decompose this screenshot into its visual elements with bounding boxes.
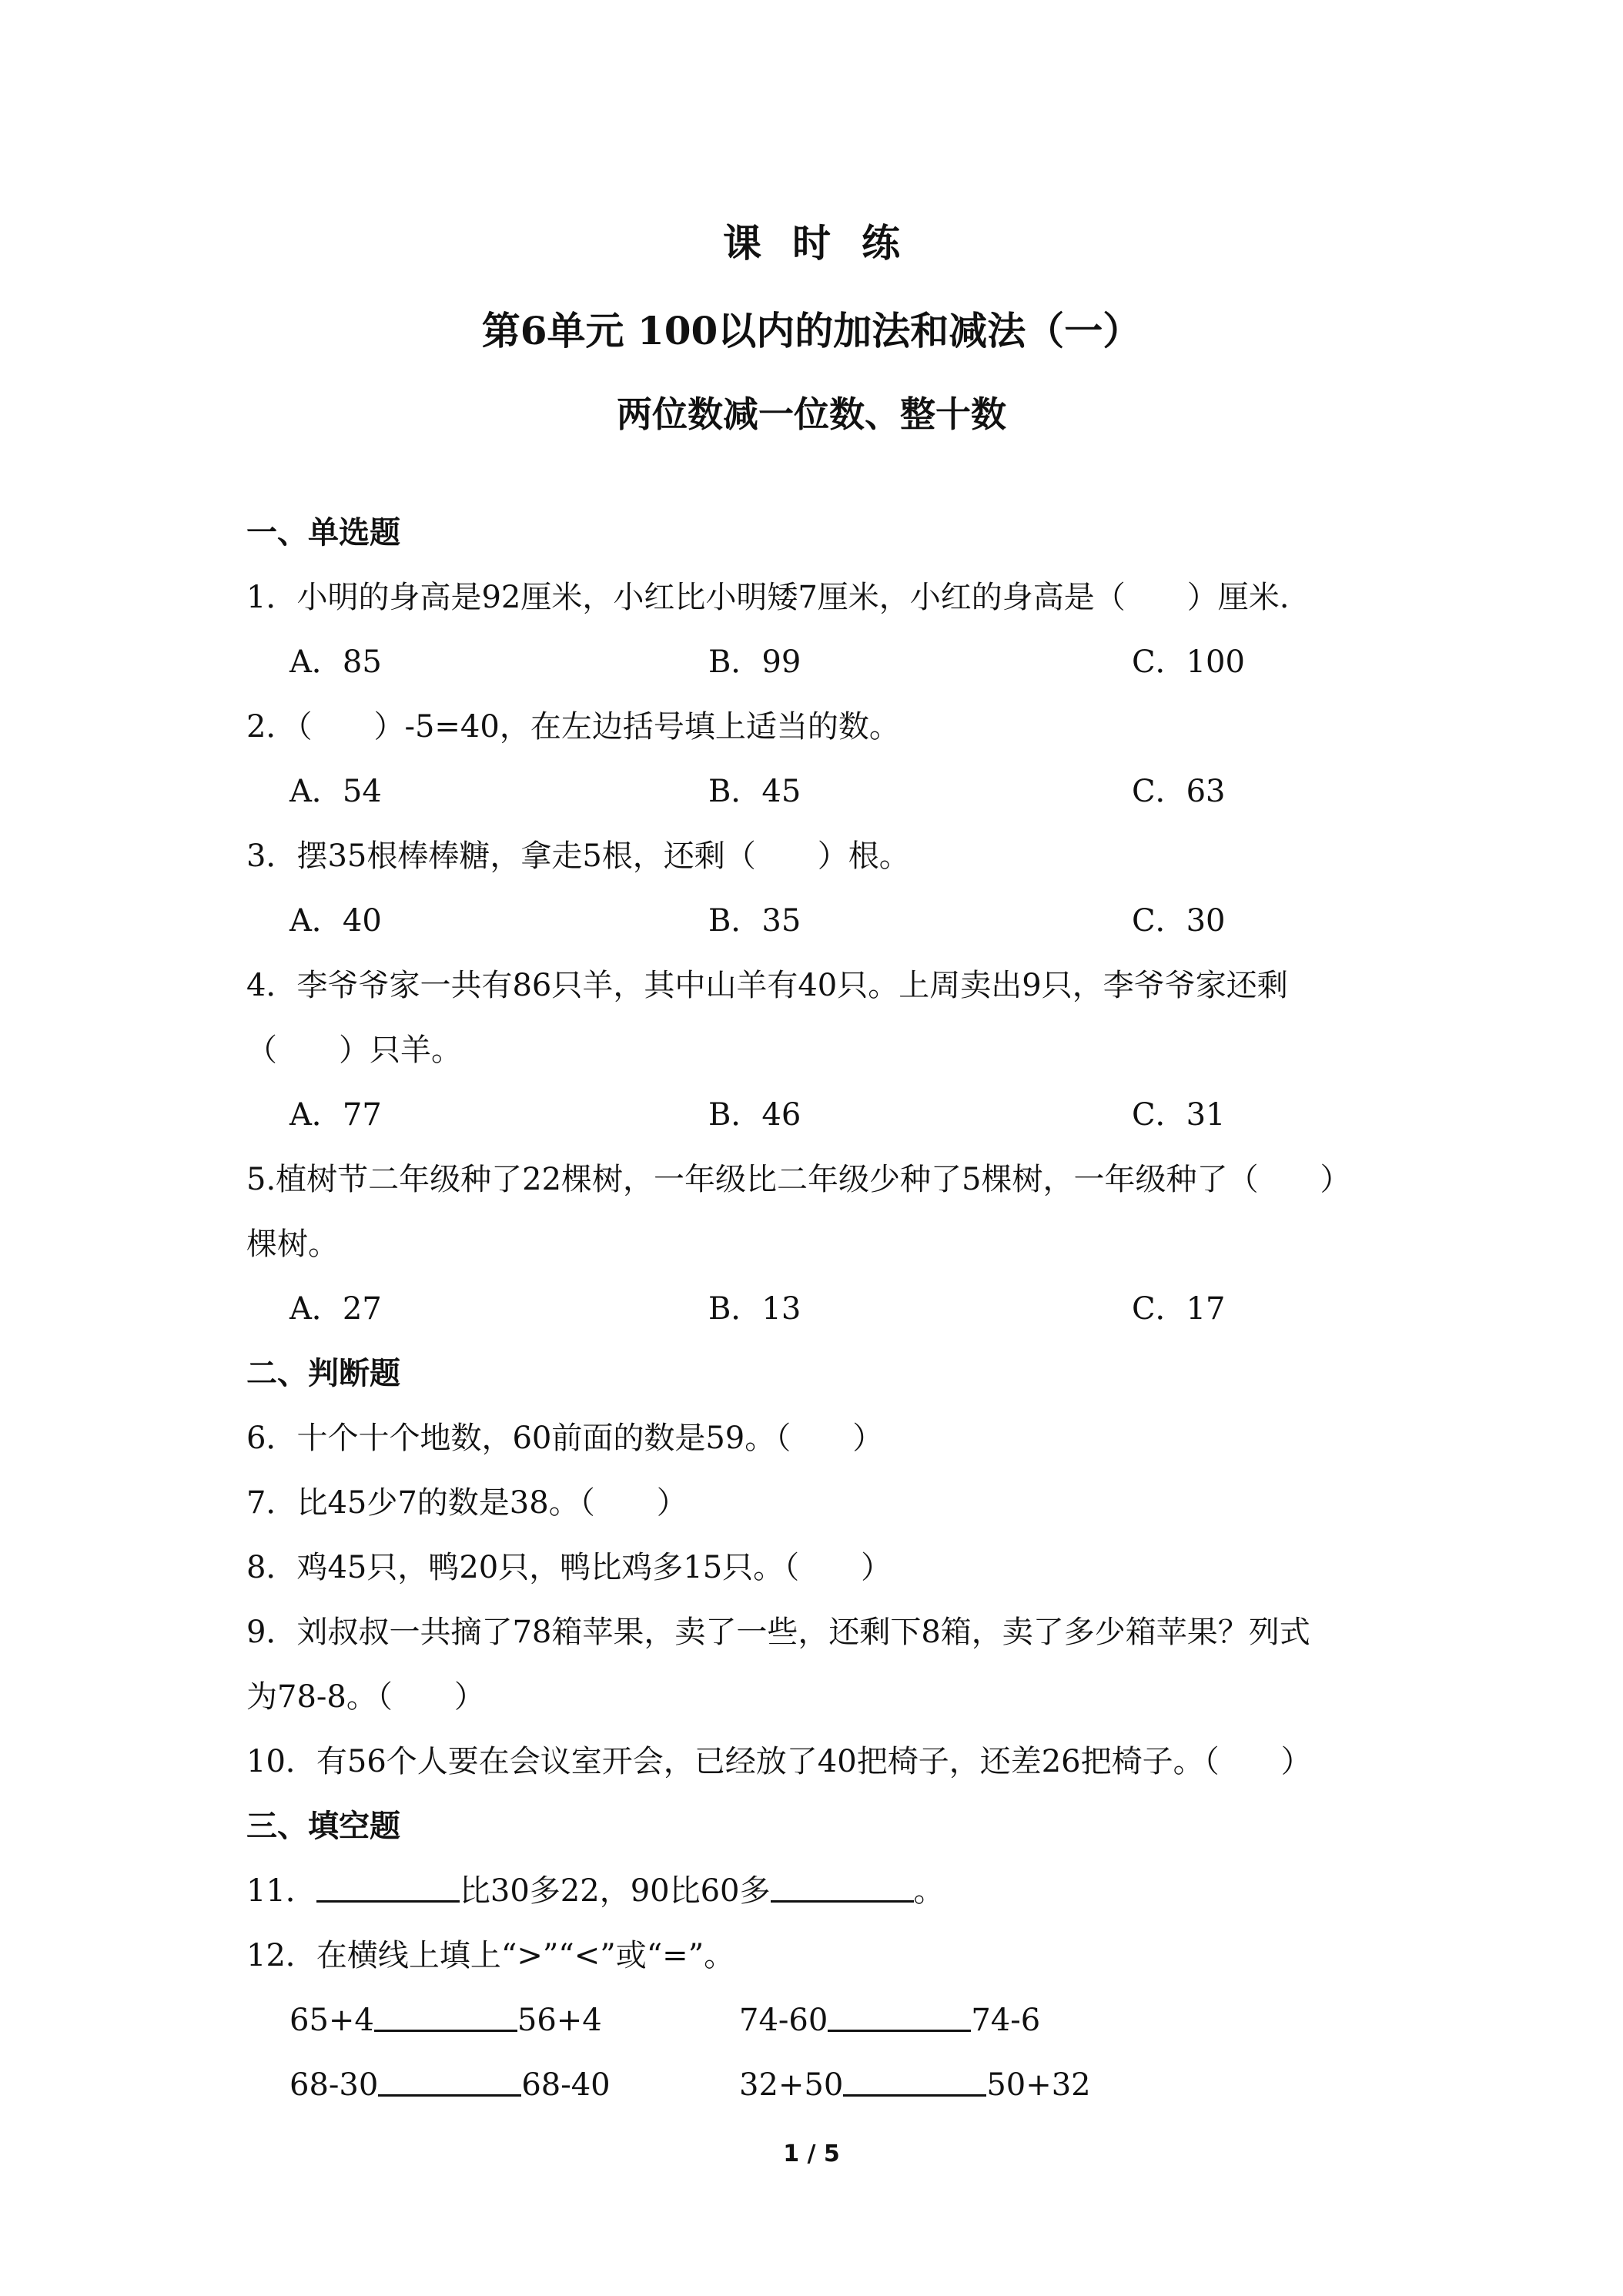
option-c: C．63 (1132, 774, 1226, 809)
question-8: 8．鸡45只，鸭20只，鸭比鸡多15只。（ ） (246, 1550, 892, 1585)
question-5-line-2: 棵树。 (246, 1227, 339, 1262)
question-1: 1．小明的身高是92厘米，小红比小明矮7厘米，小红的身高是（ ）厘米. (246, 580, 1290, 615)
option-c: C．100 (1132, 644, 1245, 680)
option-b: B．99 (708, 644, 801, 680)
question-11 (246, 1859, 1401, 1923)
question-3-options (246, 889, 1401, 953)
option-a: A．85 (289, 644, 382, 680)
question-5-line-1: 5.植树节二年级种了22棵树，一年级比二年级少种了5棵树，一年级种了（ ） (246, 1162, 1351, 1197)
option-b: B．13 (708, 1291, 801, 1327)
expression: 74-6 (971, 2003, 1041, 2038)
answer-blank[interactable] (316, 1874, 460, 1903)
expression: 68-40 (521, 2067, 611, 2103)
question-10: 10．有56个人要在会议室开会，已经放了40把椅子，还差26把椅子。（ ） (246, 1744, 1312, 1779)
answer-blank[interactable] (843, 2068, 986, 2097)
question-11-text: 比30多22，90比60多 (459, 1873, 771, 1909)
expression: 56+4 (517, 2003, 602, 2038)
page-number: 1 / 5 (783, 2140, 840, 2167)
question-4-line-2: （ ）只羊。 (246, 1033, 462, 1068)
compare-right (739, 2053, 1091, 2117)
expression: 65+4 (289, 2003, 374, 2038)
question-2: 2．（ ）-5=40，在左边括号填上适当的数。 (246, 709, 900, 745)
question-11-number: 11． (246, 1873, 316, 1909)
option-a: A．54 (289, 774, 382, 809)
option-b: B．45 (708, 774, 801, 809)
question-5-options (246, 1277, 1401, 1341)
option-c: C．30 (1132, 903, 1226, 939)
expression: 74-60 (739, 2003, 828, 2038)
option-a: A．77 (289, 1097, 382, 1133)
question-2-options (246, 759, 1401, 824)
option-a: A．27 (289, 1291, 382, 1327)
question-9-line-1: 9．刘叔叔一共摘了78箱苹果，卖了一些，还剩下8箱，卖了多少箱苹果？列式 (246, 1615, 1310, 1650)
section-heading-single-choice: 一、单选题 (246, 514, 400, 551)
answer-blank[interactable] (378, 2068, 521, 2097)
lesson-title: 两位数减一位数、整十数 (617, 393, 1006, 435)
option-b: B．35 (708, 903, 801, 939)
question-3: 3．摆35根棒棒糖，拿走5根，还剩（ ）根。 (246, 838, 910, 874)
compare-row-2 (246, 2053, 1401, 2117)
expression: 50+32 (986, 2067, 1091, 2103)
compare-left (289, 1988, 602, 2053)
compare-left (289, 2053, 611, 2117)
option-c: C．17 (1132, 1291, 1226, 1327)
option-c: C．31 (1132, 1097, 1226, 1133)
compare-row-1 (246, 1988, 1401, 2053)
question-7: 7．比45少7的数是38。（ ） (246, 1485, 688, 1521)
option-b: B．46 (708, 1097, 801, 1133)
answer-blank[interactable] (828, 2003, 971, 2032)
section-heading-fill-blank: 三、填空题 (246, 1808, 400, 1844)
question-6: 6．十个十个地数，60前面的数是59。（ ） (246, 1421, 884, 1456)
questions-body (246, 500, 1401, 2117)
expression: 32+50 (739, 2067, 844, 2103)
question-4-options (246, 1083, 1401, 1147)
question-12: 12．在横线上填上“>”“<”或“=”。 (246, 1938, 735, 1973)
unit-title: 第6单元 100以内的加法和减法（一） (481, 308, 1142, 353)
question-9-line-2: 为78-8。（ ） (246, 1679, 485, 1715)
option-a: A．40 (289, 903, 382, 939)
page-title: 课时练 (723, 220, 931, 266)
compare-right (739, 1988, 1040, 2053)
question-4-line-1: 4．李爷爷家一共有86只羊，其中山羊有40只。上周卖出9只，李爷爷家还剩 (246, 968, 1288, 1003)
expression: 68-30 (289, 2067, 379, 2103)
question-1-options (246, 630, 1401, 694)
section-heading-true-false: 二、判断题 (246, 1355, 400, 1391)
answer-blank[interactable] (771, 1874, 914, 1903)
answer-blank[interactable] (374, 2003, 517, 2032)
question-11-end: 。 (913, 1873, 945, 1909)
